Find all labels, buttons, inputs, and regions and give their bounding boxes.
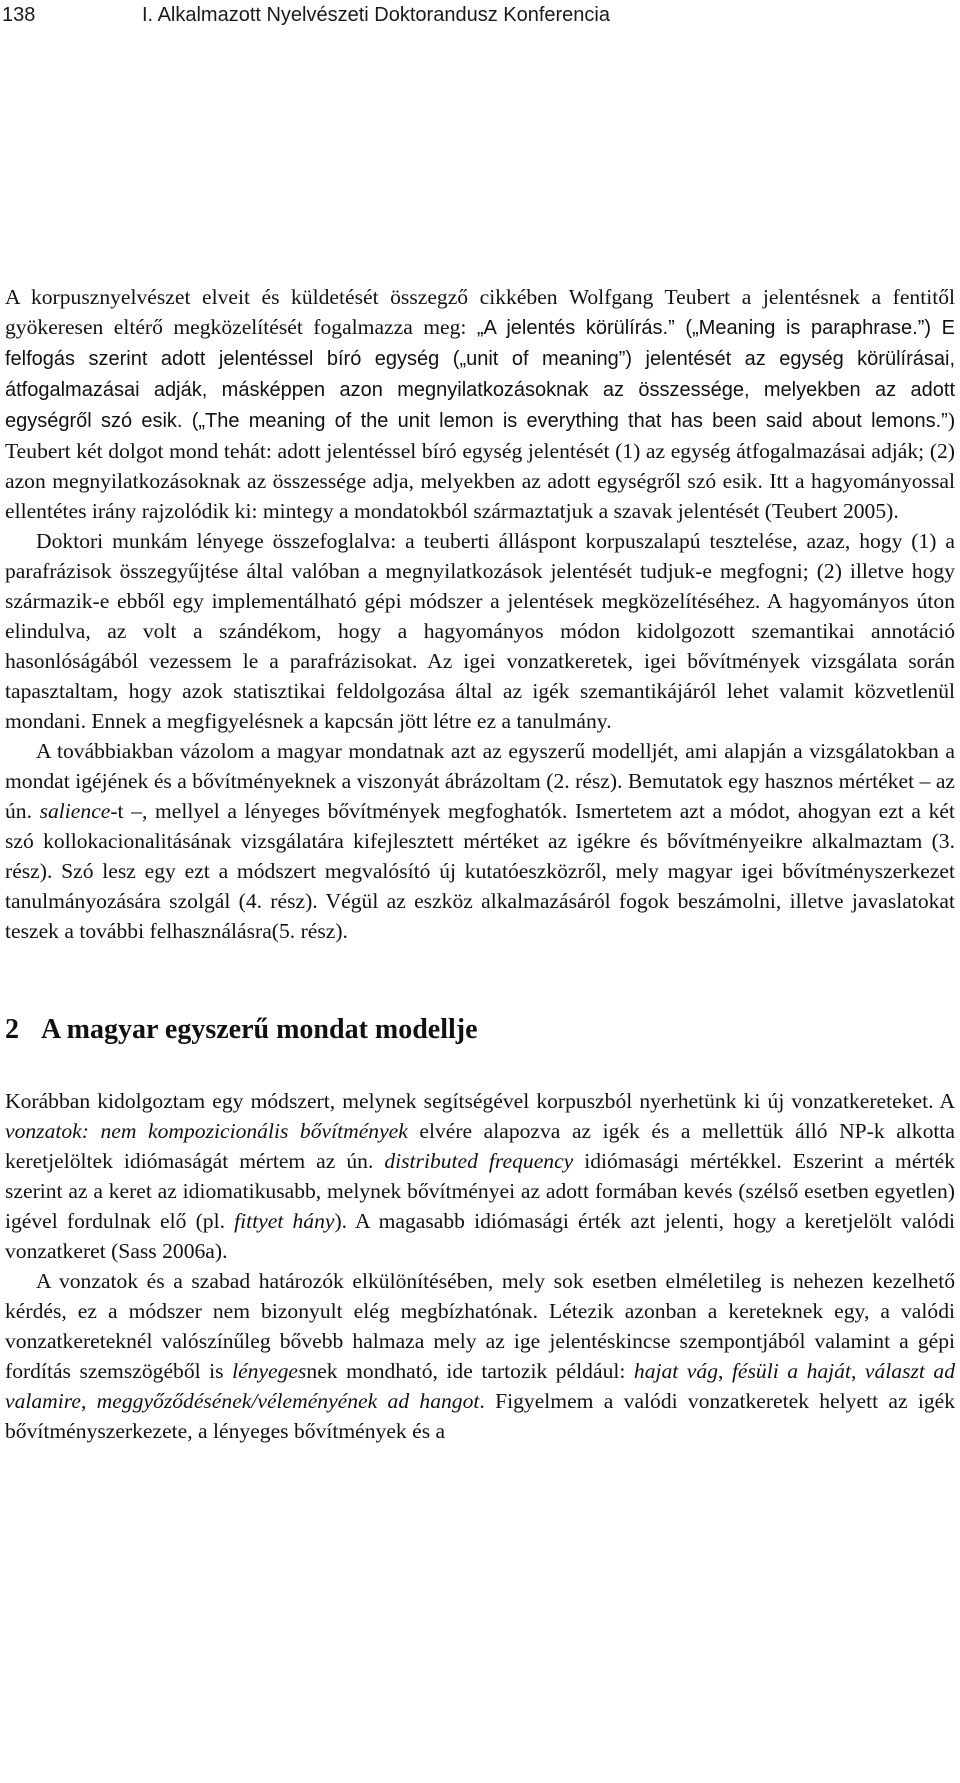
document-body	[5, 282, 955, 1446]
italic-example: fittyet hány	[234, 1209, 335, 1233]
lemon-quote: „The meaning of the unit lemon is everything that has been said about lemons.”	[198, 410, 948, 432]
text-run: elvére alapozva az igék és a mellettük álló NP-k alkotta keretjelöltek idiómaságát mértem az ún.	[5, 1119, 955, 1173]
italic-example: meggyőződésének/véleményének ad hangot	[96, 1389, 480, 1413]
text-run: ,	[718, 1359, 732, 1383]
text-run: A korpusznyelvészet elveit és küldetését összegző cikkében Wolfgang Teubert a jelentésnek a fentitől gyökeresen eltérő megközelítését fogalmazza meg:	[5, 285, 955, 339]
text-run: A vonzatok és a szabad határozók elkülönítésében, mely sok esetben elméletileg is nehezen kezelhető kérdés, ez a módszer nem bizonyult elég megbízhatónak. Létezik azonban a kereteknek egy, a valódi vonzatkereteknél valószínűleg bővebb halmaza mely az ige jelentéskincse szempontjából valamint a gépi fordítás szemszögéből is	[5, 1269, 955, 1383]
italic-example: fésüli a haját	[731, 1359, 851, 1383]
section-title: A magyar egyszerű mondat modellje	[41, 1014, 478, 1045]
text-run: ) jelentését az egység körülírásai, átfogalmazásai adják, másképpen azon megnyilatkozásoknak az összessége, melyekben az adott egységről szó esik. (	[5, 348, 955, 432]
text-run: ,	[850, 1359, 865, 1383]
italic-example: választ ad valamire	[5, 1359, 956, 1413]
text-run: nek mondható, ide tartozik például:	[306, 1359, 634, 1383]
teubert-definition-hu: „A jelentés körülírás.” (	[476, 317, 692, 339]
text-run: ) Teubert két dolgot mond tehát: adott jelentéssel bíró egység jelentését (1) az egység átfogalmazásai adják; (2) azon megnyilatkozásoknak az összessége adja, melyekben az adott egységről szó esik. Itt a hagyományossal ellentétes irány rajzolódik ki: mintegy a mondatokból származtatjuk a szavak jelentését (Teubert 2005).	[5, 408, 955, 523]
italic-term: lényeges	[232, 1359, 307, 1383]
text-run: ,	[80, 1389, 97, 1413]
text-run: A továbbiakban vázolom a magyar mondatnak azt az egyszerű modelljét, ami alapján a vizsgálatokban a mondat igéjének és a bővítményeknek a viszonyát ábrázoltam (2. rész). Bemutatok egy hasznos mértéket – az ún.	[5, 739, 955, 823]
text-run: -t –, mellyel a lényeges bővítmények megfoghatók. Ismertetem azt a módot, ahogyan ezt a két szó kollokacionalitásának vizsgálatára kifejlesztett mértéket az igékre és bővítményeikre alkalmaztam (3. rész). Szó lesz egy ezt a módszert megvalósító új kutatóeszközről, mely magyar igei bővítményszerkezet tanulmányozására szolgál (4. rész). Végül az eszköz alkalmazásáról fogok beszámolni, illetve javaslatokat teszek a további felhasználásra(5. rész).	[5, 799, 955, 943]
text-run: idiómasági mértékkel. Eszerint a mérték szerint az a keret az idiomatikusabb, melynek bővítményei az adott formában kevés (szélső esetben egyetlen) igével fordulnak elő (pl.	[5, 1149, 955, 1233]
text-run: „Meaning is paraphrase.”	[692, 317, 925, 339]
page-number: 138	[2, 3, 36, 26]
italic-term: distributed frequency	[384, 1149, 574, 1173]
italic-example: hajat vág	[633, 1359, 718, 1383]
thesis-summary-paragraph: Doktori munkám lényege összefoglalva: a teuberti álláspont korpuszalapú tesztelése, azaz, hogy (1) a parafrázisok összegyűjtése által valóban a megnyilatkozások jelentését tudjuk-e megfogni; (2) illetve hogy származik-e ebből egy implementálható gépi módszer a jelentések megközelítéséhez. A hagyományos úton elindulva, az volt a szándékom, hogy a hagyományos módon kidolgozott szemantikai annotáció hasonlóságából vezessem le a parafrázisokat. Az igei vonzatkeretek, igei bővítmények vizsgálata során tapasztaltam, hogy azok statisztikai feldolgozása által az igék szemantikájáról lehet valamit közvetlenül mondani. Ennek a megfigyelésnek a kapcsán jött létre ez a tanulmány.	[5, 529, 955, 733]
section-number: 2	[5, 1014, 19, 1045]
section-heading	[5, 1010, 955, 1050]
conference-title: I. Alkalmazott Nyelvészeti Doktorandusz Konferencia	[142, 3, 610, 26]
salience-term: salience	[39, 799, 111, 823]
unit-of-meaning-quote: „unit of meaning”	[459, 348, 626, 370]
running-header	[2, 0, 954, 30]
section2-paragraph-1	[5, 1086, 955, 1266]
intro-paragraph-teubert	[5, 282, 955, 526]
text-run: ). A magasabb idiómasági érték azt jelenti, hogy a keretjelölt valódi vonzatkeret (Sass 2006a).	[5, 1209, 955, 1263]
text-run: Korábban kidolgoztam egy módszert, melynek segítségével korpuszból nyerhetünk ki új vonzatkereteket. A	[5, 1089, 955, 1113]
italic-term: vonzatok: nem kompozicionális bővítmények	[5, 1119, 408, 1143]
text-run: ) E felfogás szerint adott jelentéssel bíró egység (	[5, 317, 955, 370]
outline-paragraph	[5, 736, 955, 946]
text-run: . Figyelmem a valódi vonzatkeretek helyett az igék bővítményszerkezete, a lényeges bővítmények és a	[5, 1389, 956, 1443]
section2-paragraph-2	[5, 1266, 955, 1446]
